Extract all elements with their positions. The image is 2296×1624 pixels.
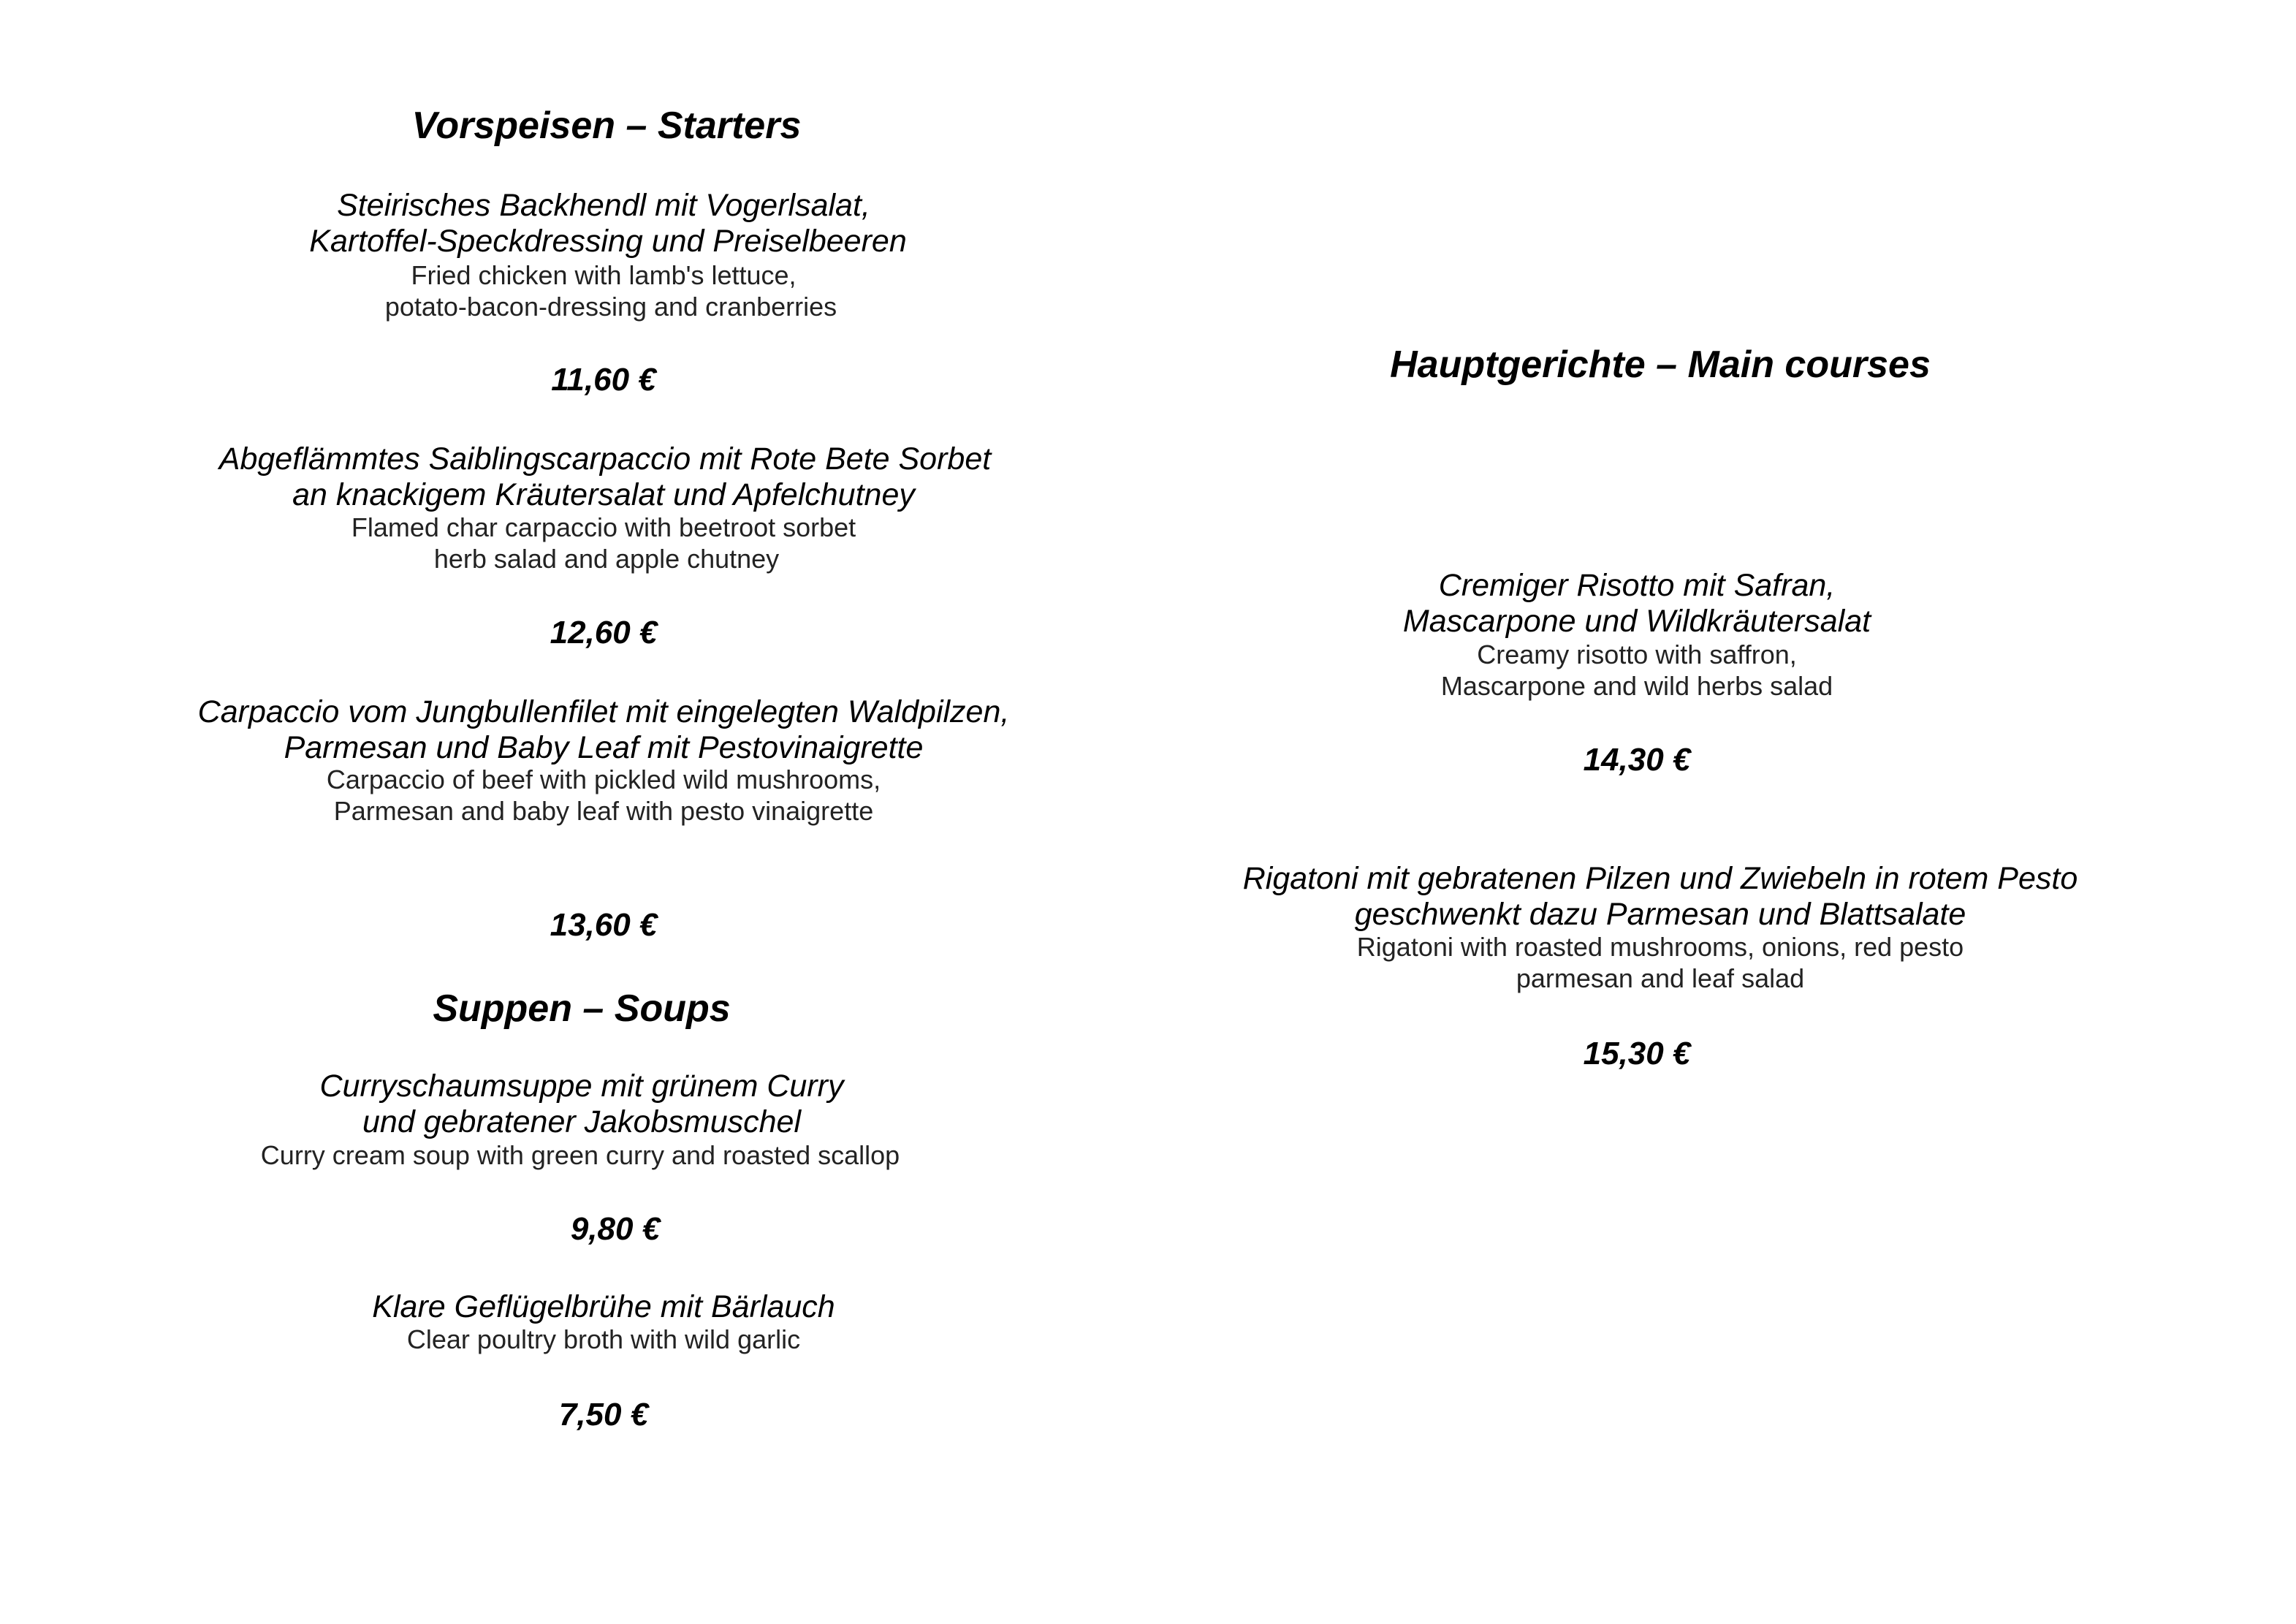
item-name-en: parmesan and leaf salad [1516, 963, 1805, 993]
item-name-en: Clear poultry broth with wild garlic [406, 1324, 801, 1354]
item-name-de: geschwenkt dazu Parmesan und Blattsalate [1354, 897, 1966, 932]
item-name-en: herb salad and apple chutney [433, 544, 780, 574]
item-price: 15,30 € [1583, 1036, 1691, 1071]
item-name-de: Carpaccio vom Jungbullenfilet mit eingelegten Waldpilzen, [197, 694, 1010, 729]
starters-title: Vorspeisen – Starters [411, 105, 802, 147]
item-name-de: Steirisches Backhendl mit Vogerlsalat, [337, 188, 870, 223]
item-price: 14,30 € [1583, 742, 1691, 778]
item-name-de: Mascarpone und Wildkräutersalat [1402, 604, 1871, 639]
item-name-de: Klare Geflügelbrühe mit Bärlauch [372, 1289, 835, 1324]
item-name-en: Curry cream soup with green curry and roasted scallop [260, 1140, 900, 1170]
item-name-de: Rigatoni mit gebratenen Pilzen und Zwiebeln in rotem Pesto [1242, 861, 2078, 896]
item-name-de: Abgeflämmtes Saiblingscarpaccio mit Rote Bete Sorbet [218, 441, 992, 477]
item-name-en: Carpaccio of beef with pickled wild mushrooms, [326, 764, 881, 794]
item-price: 9,80 € [570, 1211, 661, 1247]
item-name-en: Fried chicken with lamb's lettuce, [411, 260, 797, 290]
item-name-de: Cremiger Risotto mit Safran, [1438, 568, 1836, 603]
item-name-de: an knackigem Kräutersalat und Apfelchutney [292, 477, 915, 512]
item-name-en: Rigatoni with roasted mushrooms, onions, red pesto [1356, 932, 1964, 962]
item-name-de: Curryschaumsuppe mit grünem Curry [319, 1069, 844, 1104]
item-name-en: Parmesan and baby leaf with pesto vinaigrette [333, 796, 874, 826]
mains-title: Hauptgerichte – Main courses [1390, 344, 1931, 386]
item-name-de: Parmesan und Baby Leaf mit Pestovinaigrette [284, 730, 924, 765]
item-price: 13,60 € [550, 907, 658, 943]
item-price: 7,50 € [558, 1397, 649, 1433]
item-name-en: Flamed char carpaccio with beetroot sorbet [351, 512, 856, 542]
item-name-en: Creamy risotto with saffron, [1477, 640, 1797, 669]
soups-title: Suppen – Soups [433, 987, 731, 1030]
item-price: 12,60 € [550, 615, 658, 650]
item-name-de: und gebratener Jakobsmuschel [362, 1104, 801, 1139]
item-name-de: Kartoffel-Speckdressing und Preiselbeeren [309, 224, 907, 259]
item-name-en: potato-bacon-dressing and cranberries [384, 292, 837, 322]
item-name-en: Mascarpone and wild herbs salad [1440, 671, 1833, 701]
item-price: 11,60 € [551, 362, 656, 398]
